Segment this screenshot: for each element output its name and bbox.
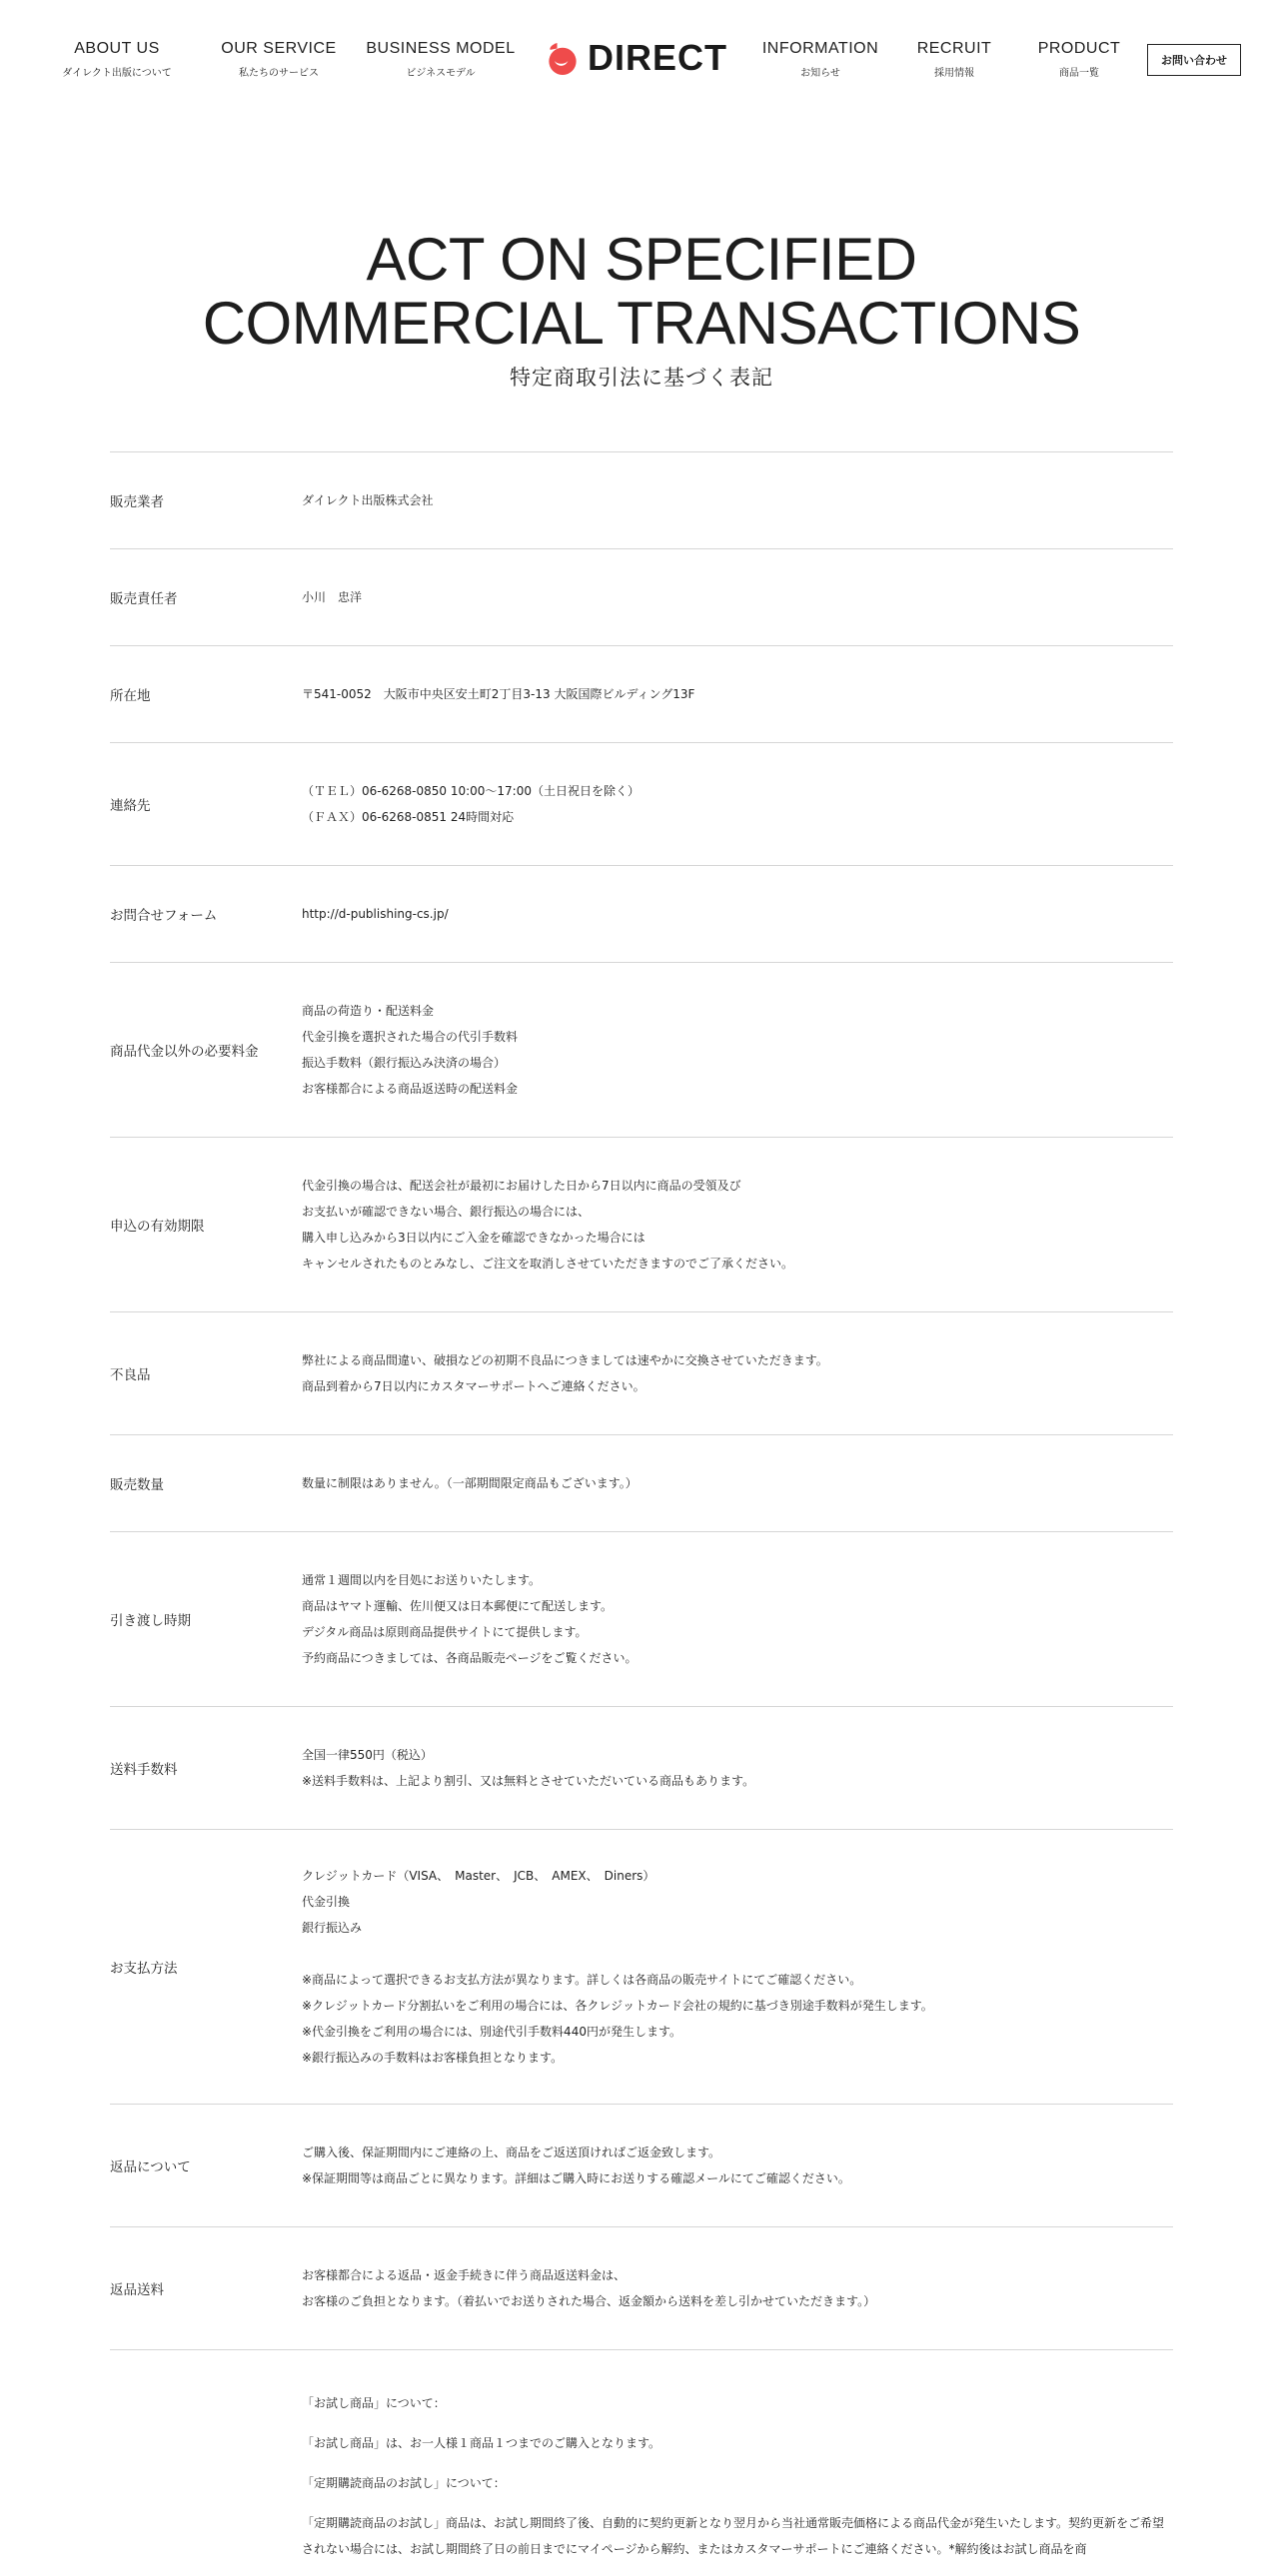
- row-value-line: 代金引換を選択された場合の代引手数料: [302, 1030, 519, 1044]
- nav-business-model[interactable]: [366, 40, 515, 79]
- row-label: 不良品: [110, 1367, 151, 1383]
- row-value-line: 全国一律550円（税込）: [302, 1748, 433, 1762]
- trial-row: [110, 2350, 1173, 2556]
- page-title-line-1: ACT ON SPECIFIED: [366, 226, 917, 293]
- row-value-line: 商品到着から7日以内にカスタマーサポートへご連絡ください。: [302, 1379, 645, 1393]
- row-value-line: 〒541-0052 大阪市中央区安土町2丁目3-13 大阪国際ビルディング13F: [302, 687, 695, 701]
- row-value-line: 銀行振込み: [302, 1921, 363, 1935]
- row-value: [302, 1742, 1173, 1794]
- row-value-line: 代金引換の場合は、配送会社が最初にお届けした日から7日以内に商品の受領及び: [302, 1179, 741, 1193]
- transaction-info-table: [110, 451, 1173, 2556]
- row-label: 販売責任者: [110, 591, 178, 607]
- contact-button[interactable]: お問い合わせ: [1147, 44, 1241, 76]
- row-value-line: デジタル商品は原則商品提供サイトにて提供します。: [302, 1625, 588, 1639]
- nav-our-service[interactable]: [221, 40, 336, 79]
- table-row: [110, 1707, 1173, 1830]
- row-label: 販売数量: [110, 1477, 164, 1493]
- table-row: [110, 963, 1173, 1138]
- row-value-line: お支払いが確認できない場合、銀行振込の場合には、: [302, 1205, 591, 1219]
- row-value-line: ※銀行振込みの手数料はお客様負担となります。: [302, 2051, 564, 2065]
- row-value: [302, 1173, 1173, 1277]
- row-value-line: 代金引換: [302, 1895, 351, 1909]
- table-row: [110, 2227, 1173, 2350]
- row-value: [302, 998, 1173, 1102]
- nav-information[interactable]: [762, 40, 878, 79]
- direct-logo[interactable]: [548, 30, 727, 86]
- row-value-line: キャンセルされたものとみなし、ご注文を取消しさせていただきますのでご了承ください。: [302, 1257, 794, 1271]
- table-row: [110, 452, 1173, 549]
- row-label: 所在地: [110, 688, 151, 704]
- table-row: [110, 549, 1173, 646]
- row-value: [302, 681, 1173, 707]
- row-label: 引き渡し時期: [110, 1613, 191, 1629]
- row-value-line: （ＴＥＬ）06-6268-0850 10:00～17:00（土日祝日を除く）: [302, 784, 640, 798]
- page-title-line-2: COMMERCIAL TRANSACTIONS: [202, 290, 1081, 357]
- row-label: 送料手数料: [110, 1762, 178, 1778]
- row-value-line: ご購入後、保証期間内にご連絡の上、商品をご返送頂ければご返金致します。: [302, 2146, 721, 2159]
- row-label: 返品について: [110, 2159, 191, 2175]
- row-label: 商品代金以外の必要料金: [110, 1044, 259, 1060]
- row-value-line: ※送料手数料は、上記より割引、又は無料とさせていただいている商品もあります。: [302, 1774, 755, 1788]
- nav-business-model-sublabel: ビジネスモデル: [406, 68, 476, 79]
- row-value-line: http://d-publishing-cs.jp/: [302, 907, 449, 921]
- row-value-line: ※クレジットカード分割払いをご利用の場合には、各クレジットカード会社の規約に基づき別途手数料が発生します。: [302, 1999, 933, 2013]
- nav-product-label: PRODUCT: [1037, 40, 1121, 57]
- row-value-line: ※商品によって選択できるお支払方法が異なります。詳しくは各商品の販売サイトにてご確認ください。: [302, 1973, 862, 1987]
- row-label: 返品送料: [110, 2282, 164, 2298]
- row-value: [302, 2140, 1173, 2191]
- trial-heading: 「お試し商品」について：: [302, 2396, 446, 2410]
- row-value-line: 通常１週間以内を目処にお送りいたします。: [302, 1573, 542, 1587]
- logo-mark-icon: [548, 32, 578, 84]
- row-value-line: 商品の荷造り・配送料金: [302, 1004, 435, 1018]
- row-value-line: お客様都合による商品返送時の配送料金: [302, 1082, 519, 1096]
- row-value-line: 小川 忠洋: [302, 590, 363, 604]
- table-row: [110, 2105, 1173, 2227]
- row-value-line: 購入申し込みから3日以内にご入金を確認できなかった場合には: [302, 1231, 645, 1245]
- row-value-line: クレジットカード（VISA、 Master、 JCB、 AMEX、 Diners）: [302, 1869, 655, 1883]
- trial-value: [302, 2350, 1173, 2576]
- table-row: [110, 743, 1173, 866]
- row-label: お問合せフォーム: [110, 908, 218, 924]
- nav-recruit-label: RECRUIT: [916, 40, 992, 57]
- nav-product-sublabel: 商品一覧: [1058, 68, 1099, 79]
- row-label: 販売業者: [110, 494, 164, 510]
- table-row: [110, 1830, 1173, 2105]
- row-value: [302, 1567, 1173, 1671]
- subscription-trial-text: 「定期購読商品のお試し」商品は、お試し期間終了後、自動的に契約更新となり翌月から当社通常販売価格による商品代金が発生いたします。契約更新をご希望されない場合には、お試し期間終了日の前日までにマイページから解約、またはカスタマーサポートにご連絡ください。*解約後はお試し商品を商: [302, 2516, 1165, 2556]
- row-value: [302, 487, 1173, 513]
- row-value: [302, 2262, 1173, 2314]
- nav-about-us-sublabel: ダイレクト出版について: [62, 68, 172, 79]
- nav-recruit-sublabel: 採用情報: [933, 68, 974, 79]
- row-value-line: お客様都合による返品・返金手続きに伴う商品返送料金は、: [302, 2268, 627, 2282]
- nav-recruit[interactable]: [917, 40, 992, 79]
- table-row: [110, 646, 1173, 743]
- nav-information-label: INFORMATION: [761, 40, 879, 57]
- page-subtitle: 特定商取引法に基づく表記: [510, 366, 773, 390]
- row-value: [302, 1863, 1173, 2071]
- row-label: 連絡先: [110, 798, 151, 814]
- nav-our-service-sublabel: 私たちのサービス: [238, 68, 319, 79]
- row-value-line: [302, 1941, 1173, 1967]
- nav-product[interactable]: [1038, 40, 1121, 79]
- logo-text: DIRECT: [588, 37, 727, 78]
- table-row: [110, 1435, 1173, 1532]
- row-value-line: 予約商品につきましては、各商品販売ページをご覧ください。: [302, 1651, 638, 1665]
- nav-information-sublabel: お知らせ: [800, 68, 840, 79]
- site-header: [0, 0, 1283, 120]
- row-value-line: ※代金引換をご利用の場合には、別途代引手数料440円が発生します。: [302, 2025, 682, 2039]
- row-value-line: ※保証期間等は商品ごとに異なります。詳細はご購入時にお送りする確認メールにてご確認ください。: [302, 2171, 850, 2185]
- subscription-trial-heading: 「定期購読商品のお試し」について：: [302, 2476, 506, 2490]
- row-value: [302, 901, 1173, 927]
- row-value-line: （ＦＡＸ）06-6268-0851 24時間対応: [302, 810, 515, 824]
- row-value-line: お客様のご負担となります。（着払いでお送りされた場合、返金額から送料を差し引かせていただきます。）: [302, 2294, 876, 2308]
- nav-our-service-label: OUR SERVICE: [221, 40, 337, 57]
- row-value: [302, 584, 1173, 610]
- nav-about-us[interactable]: [62, 40, 171, 79]
- page-title: [0, 228, 1283, 356]
- table-row: [110, 1532, 1173, 1707]
- table-row: [110, 866, 1173, 963]
- row-value: [302, 1347, 1173, 1399]
- row-label: お支払方法: [110, 1961, 178, 1977]
- nav-business-model-label: BUSINESS MODEL: [366, 40, 516, 57]
- nav-about-us-label: ABOUT US: [74, 40, 160, 57]
- row-value-line: 数量に制限はありません。（一部期間限定商品もございます。）: [302, 1476, 638, 1490]
- row-value-line: 商品はヤマト運輸、佐川便又は日本郵便にて配送します。: [302, 1599, 614, 1613]
- row-value: [302, 1470, 1173, 1496]
- row-value: [302, 778, 1173, 830]
- table-row: [110, 1312, 1173, 1435]
- trial-limit-text: 「お試し商品」は、お一人様１商品１つまでのご購入となります。: [302, 2436, 661, 2450]
- row-value-line: ダイレクト出版株式会社: [302, 493, 434, 507]
- row-value-line: 弊社による商品間違い、破損などの初期不良品につきましては速やかに交換させていただきます。: [302, 1353, 828, 1367]
- row-value-line: 振込手数料（銀行振込み決済の場合）: [302, 1056, 507, 1070]
- table-row: [110, 1138, 1173, 1312]
- row-label: 申込の有効期限: [110, 1219, 205, 1235]
